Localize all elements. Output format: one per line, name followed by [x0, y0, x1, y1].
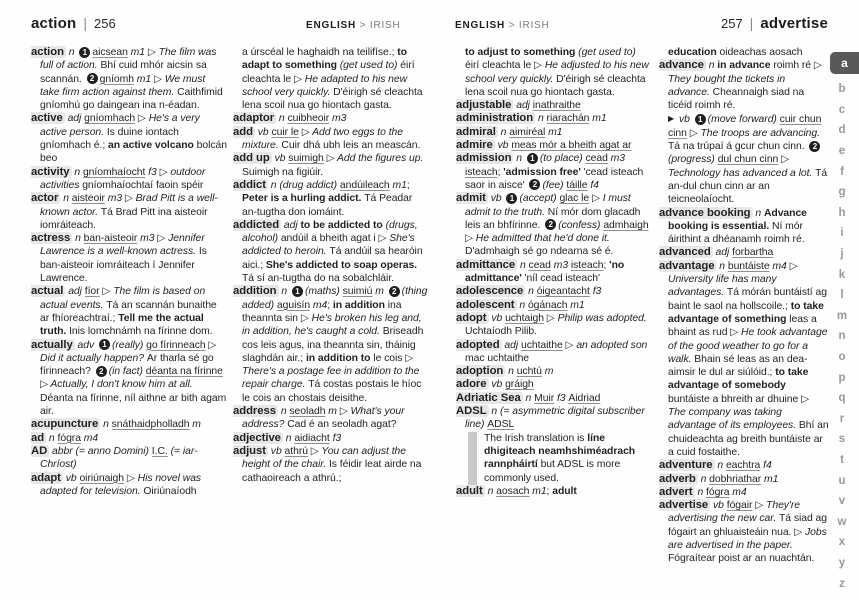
headword: adjustable [456, 99, 512, 112]
sense-number-icon: 2 [87, 73, 98, 84]
right-header-divider: | [749, 15, 754, 31]
alphabet-letter-b: b [838, 83, 846, 96]
headword: addition [233, 285, 277, 298]
dictionary-entry: adaptor n cuibheoir m3 [233, 112, 347, 125]
sense-number-icon: 2 [529, 179, 540, 190]
dictionary-entry: ad n fógra m4 [31, 431, 99, 444]
headword: add [233, 125, 253, 138]
dictionary-entry: advanced adj forbartha [659, 246, 774, 259]
headword: adaptor [233, 112, 275, 125]
dictionary-entry: adopt vb uchtaigh ▷ Philip was adopted. Uchtaíodh Pilib. [456, 311, 647, 338]
headword: admit [456, 192, 486, 205]
headword: action [31, 46, 64, 58]
dictionary-entry: addict n (drug addict) andúileach m1; Peter is a hurling addict. Tá Peadar an-tugtha don iomáint. [233, 178, 413, 218]
headword: administration [456, 112, 534, 125]
dictionary-entry: advertise vb fógair ▷ They're advertising the new car. Tá siad ag fógairt an ghluaisteáin nua. ▷ Jobs are advertised in the paper. Fógraítear poist ar an nuachtán. [659, 499, 828, 565]
dictionary-entry: admittance n cead m3 isteach; 'no admittance' 'níl cead isteach' [456, 258, 625, 285]
dictionary-entry: adjust vb athrú ▷ You can adjust the height of the chair. Is féidir leat airde na cathaoireach a athrú.; [233, 444, 422, 484]
headword: adopt [456, 311, 487, 324]
right-page-running-head [721, 15, 828, 32]
headword: address [233, 405, 276, 418]
alphabet-letter-i: i [840, 227, 844, 240]
entry-continuation: a úrscéal le haghaidh na teilifíse.; to adapt to something (get used to) éirí cleachta le ▷ He adapted to his new school very quickly. D'éirigh sé cleachta lena scoil nua go hiontach gasta. [242, 47, 423, 112]
dictionary-entry: actually adv 1 (really) go fírinneach ▷ Did it actually happen? Ar tharla sé go fírinneach? 2 (in fact) déanta na fírinne ▷ Actually, I don't know him at all. Déanta na fírinne, níl aithne ar bith agam air. [31, 338, 227, 418]
dictionary-entry: adverb n dobhriathar m1 [659, 472, 779, 485]
sense-number-icon: 2 [96, 366, 107, 377]
headword: adolescent [456, 298, 515, 311]
alphabet-letter-n: n [838, 330, 846, 343]
dictionary-entry: adolescence n óigeantacht f3 [456, 285, 602, 298]
alphabet-letter-e: e [838, 145, 846, 158]
dictionary-column-2 [233, 46, 429, 578]
right-page-number: 257 [720, 16, 743, 31]
direction-target-language: > IRISH [359, 20, 401, 31]
alphabet-tab-active-a: a [830, 52, 859, 74]
dictionary-entry: Adriatic Sea n Muir f3 Aidriad [456, 391, 601, 404]
dictionary-entry: action n 1 aicsean m1 ▷ The film was full of action. Bhí cuid mhór aicsin sa scannán. 2 gníomh m1 ▷ We must take firm action against them. Caithfimid gníomhú go daingean ina n-éadan. [31, 46, 223, 112]
headword: admittance [456, 258, 516, 271]
headword: ADSL [456, 405, 487, 418]
left-header-divider: | [83, 15, 88, 31]
headword: admiral [456, 125, 496, 138]
dictionary-entry: administration n riarachán m1 [456, 112, 607, 125]
alphabet-letter-h: h [838, 206, 846, 219]
dictionary-entry: admiral n aimiréal m1 [456, 125, 563, 138]
headword: advertise [659, 499, 709, 512]
alphabet-letter-o: o [838, 351, 846, 364]
alphabet-letter-k: k [838, 268, 846, 281]
headword: addict [233, 178, 266, 191]
left-page-number: 256 [94, 16, 116, 31]
dictionary-entry: adjective n aidiacht f3 [233, 431, 342, 444]
headword: admission [456, 152, 512, 165]
headword: adventure [659, 459, 713, 472]
sense-number-icon: 1 [79, 47, 90, 58]
alphabet-letter-x: x [838, 536, 846, 549]
headword: adjust [233, 444, 266, 457]
left-direction-label [306, 20, 401, 31]
headword: Adriatic Sea [456, 391, 521, 404]
dictionary-entry: addicted adj to be addicted to (drugs, alcohol) andúil a bheith agat i ▷ She's addicted to heroin. Tá andúil sa hearóin aici.; She's addicted to soap operas. Tá sí an-tugtha do na sobalchláir. [233, 218, 423, 285]
headword: adopted [456, 338, 500, 351]
usage-note: The Irish translation is líne dhigiteach neamhshiméadrach rannpháirtí but ADSL is more commonly used. [468, 432, 652, 485]
headword: advance [659, 59, 704, 72]
headword: adoption [456, 365, 504, 378]
alphabet-rail [830, 52, 859, 594]
headword: actually [31, 338, 73, 351]
alphabet-letter-q: q [838, 392, 846, 405]
dictionary-column-4 [659, 46, 829, 578]
alphabet-letter-g: g [838, 186, 846, 199]
alphabet-letter-r: r [839, 412, 845, 425]
dictionary-entry: acupuncture n snáthaidpholladh m [31, 418, 201, 431]
dictionary-entry: advance booking n Advance booking is essential. Ní mór áirithint a dhéanamh roimh ré. [659, 206, 807, 246]
headword: acupuncture [31, 418, 99, 431]
left-page-running-head [31, 15, 116, 32]
dictionary-entry: add vb cuir le ▷ Add two eggs to the mixture. Cuir dhá ubh leis an meascán. [233, 125, 421, 152]
headword: actress [31, 232, 71, 245]
sense-number-icon: 1 [527, 153, 538, 164]
dictionary-entry: adoption n uchtú m [456, 365, 554, 378]
dictionary-entry: advert n fógra m4 [659, 485, 747, 498]
headword: add up [233, 152, 270, 165]
dictionary-entry: advance n in advance roimh ré ▷ They bought the tickets in advance. Cheannaigh siad na ticéid roimh ré. [659, 59, 822, 112]
direction-source-language: ENGLISH [306, 20, 357, 31]
sense-number-icon: 2 [545, 219, 556, 230]
headword: admire [456, 139, 493, 152]
headword: actor [31, 192, 59, 205]
alphabet-letter-l: l [840, 289, 844, 302]
right-direction-label [455, 20, 550, 31]
alphabet-letter-u: u [838, 474, 846, 487]
entry-continuation: education oideachas aosach [668, 47, 803, 58]
sense-number-icon: 2 [809, 141, 820, 152]
entry-continuation: to adjust to something (get used to) éirí cleachta le ▷ He adjusted to his new school very quickly. D'éirigh sé cleachta lena scoil nua go hiontach gasta. [465, 47, 649, 98]
alphabet-letter-v: v [838, 495, 846, 508]
sense-number-icon: 1 [506, 193, 517, 204]
dictionary-column-3 [456, 46, 652, 578]
left-guide-word: action [31, 15, 77, 32]
headword: adverb [659, 472, 696, 485]
sense-number-icon: 1 [695, 114, 706, 125]
dictionary-entry: addition n 1 (maths) suimiú m 2 (thing added) aguisín m4; in addition ina theannta sin ▷ He's broken his leg and, in addition, he's caught a cold. Briseadh cos leis agus, ina theannta sin, tháinig slaghdán air.; in addition to le cois ▷ There's a postage fee in addition to the repair charge. Tá costas postais le híoc le cois an chostais deisithe. [233, 285, 428, 404]
alphabet-letter-s: s [838, 433, 846, 446]
alphabet-letter-w: w [837, 515, 847, 528]
headword: adolescence [456, 285, 524, 298]
headword: advert [659, 485, 693, 498]
dictionary-entry: add up vb suimigh ▷ Add the figures up. Suimigh na figiúir. [233, 152, 424, 178]
dictionary-entry: admit vb 1 (accept) glac le ▷ I must admit to the truth. Ní mór dom glacadh leis an bhfírinne. 2 (confess) admhaigh ▷ He admitted that he'd done it. D'admhaigh sé go ndearna sé é. [456, 192, 649, 258]
dictionary-entry: ADSL n (= asymmetric digital subscriber line) ADSL [456, 405, 645, 431]
alphabet-letter-f: f [840, 165, 844, 178]
headword: active [31, 112, 63, 125]
headword: advantage [659, 259, 715, 272]
dictionary-entry: adopted adj uchtaithe ▷ an adopted son mac uchtaithe [456, 338, 648, 364]
headword: adjective [233, 431, 281, 444]
headword: addicted [233, 218, 280, 231]
entry-sub-sense: ▶ vb 1 (move forward) cuir chun cinn ▷ The troops are advancing. Tá na trúpaí á gcur chun cinn. 2(progress) dul chun cinn ▷ Technology has advanced a lot. Tá an-dul chun cinn ar an teicneolaíocht. [668, 114, 828, 206]
direction-target-language: > IRISH [508, 20, 550, 31]
headword: adapt [31, 471, 61, 484]
dictionary-entry: adore vb gráigh [456, 378, 534, 391]
dictionary-entry: advantage n buntáiste m4 ▷ University life has many advantages. Tá mórán buntáistí ag baint le saol na hollscoile.; to take advantage of something leas a bhaint as rud ▷ He took advantage of the good weather to go for a walk. Bhain sé leas as an dea-aimsir le dul ar siúlóid.; to take advantage of somebody buntáiste a bhreith ar dhuine ▷ The company was taking advantage of its employees. Bhí an chuideachta ag breith buntáiste ar a cuid fostaithe. [659, 259, 829, 458]
dictionary-entry: active adj gníomhach ▷ He's a very active person. Is duine iontach gníomhach é.; an active volcano bolcán beo [31, 112, 227, 165]
dictionary-entry: actress n ban-aisteoir m3 ▷ Jennifer Lawrence is a well-known actress. Is ban-aisteoir iomráiteach í Jennifer Lawrence. [31, 232, 207, 285]
verb-triangle-icon: ▶ [668, 114, 675, 124]
headword: adult [456, 484, 483, 497]
dictionary-entry: address n seoladh m ▷ What's your address? Cad é an seoladh agat? [233, 405, 405, 431]
headword: advance booking [659, 206, 751, 219]
sense-number-icon: 1 [99, 339, 110, 350]
dictionary-entry: AD abbr (= anno Domini) I.C. (= iar-Chríost) [31, 444, 198, 471]
dictionary-entry: activity n gníomhaíocht f3 ▷ outdoor activities gníomhaíochtaí faoin spéir [31, 165, 206, 191]
sense-number-icon: 1 [292, 286, 303, 297]
dictionary-entry: adventure n eachtra f4 [659, 459, 772, 472]
right-guide-word: advertise [760, 15, 828, 32]
dictionary-entry: adapt vb oiriúnaigh ▷ His novel was adapted for television. Oiriúnaíodh [31, 471, 202, 497]
headword: advanced [659, 246, 711, 259]
headword: adore [456, 378, 487, 391]
alphabet-letter-p: p [838, 371, 846, 384]
dictionary-entry: admission n 1 (to place) cead m3 isteach; 'admission free' 'cead isteach saor in aisce' 2 (fee) táille f4 [456, 152, 644, 191]
dictionary-entry: adolescent n ógánach m1 [456, 298, 585, 311]
direction-source-language: ENGLISH [455, 20, 506, 31]
dictionary-entry: adjustable adj inathraithe [456, 99, 581, 112]
dictionary-entry: admire vb meas mór a bheith agat ar [456, 139, 632, 152]
dictionary-entry: actual adj fíor ▷ The film is based on actual events. Tá an scannán bunaithe ar fhíoreachtraí.; Tell me the actual truth. Inis lomchnámh na fírinne dom. [31, 285, 217, 338]
alphabet-letter-y: y [838, 556, 846, 569]
headword: ad [31, 431, 45, 444]
alphabet-letter-c: c [838, 103, 846, 116]
dictionary-column-1 [31, 46, 227, 578]
dictionary-entry: adult n aosach m1; adult [456, 484, 577, 497]
alphabet-letter-z: z [839, 577, 845, 590]
dictionary-entry: actor n aisteoir m3 ▷ Brad Pitt is a well-known actor. Tá Brad Pitt ina aisteoir iomráiteach. [31, 192, 218, 231]
alphabet-letter-m: m [836, 309, 848, 322]
alphabet-letter-t: t [840, 453, 844, 466]
alphabet-letter-d: d [838, 124, 846, 137]
alphabet-letter-j: j [840, 248, 844, 261]
headword: actual [31, 285, 64, 298]
sense-number-icon: 2 [389, 286, 400, 297]
headword: AD [31, 444, 48, 457]
headword: activity [31, 165, 70, 178]
